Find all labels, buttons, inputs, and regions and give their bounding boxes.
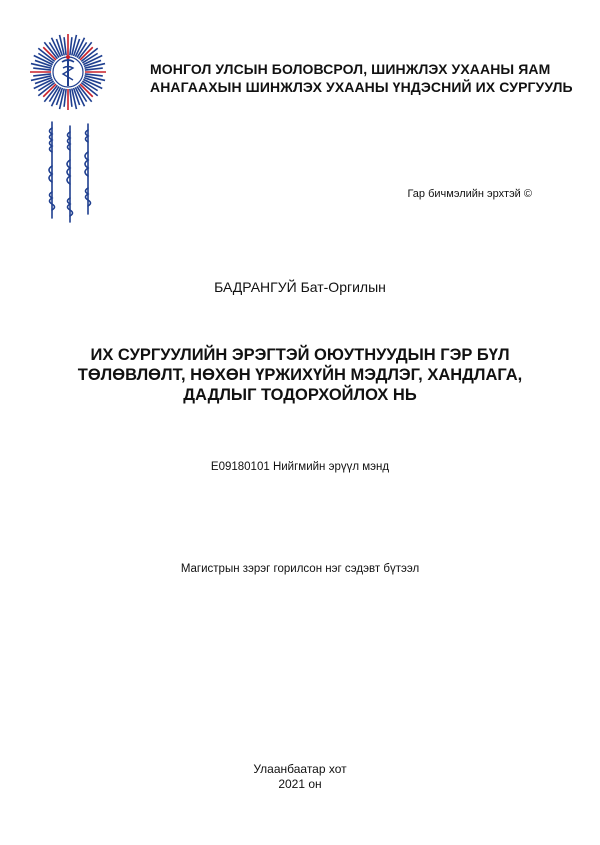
program-code: E09180101 Нийгмийн эрүүл мэнд: [210, 461, 390, 473]
thesis-title: [30, 345, 570, 405]
title-line-2: ТӨЛӨВЛӨЛТ, НӨХӨН ҮРЖИХҮЙН МЭДЛЭГ, ХАНДЛАГА,: [77, 366, 523, 384]
ministry-line-2: АНАГААХЫН ШИНЖЛЭХ УХААНЫ ҮНДЭСНИЙ ИХ СУРГУУЛЬ: [150, 79, 573, 95]
university-emblem-icon: [28, 32, 108, 112]
title-line-3: ДАДЛЫГ ТОДОРХОЙЛОХ НЬ: [183, 386, 417, 404]
ministry-header: [150, 60, 573, 96]
author-name: БАДРАНГУЙ Бат-Оргилын: [214, 279, 386, 295]
copyright-notice: Гар бичмэлийн эрхтэй ©: [407, 188, 532, 200]
mongolian-script-emblem-text: [40, 118, 100, 228]
city-name: Улаанбаатар хот: [253, 762, 347, 776]
place-and-year: [0, 762, 600, 792]
degree-statement: Магистрын зэрэг горилсон нэг сэдэвт бүтээл: [180, 563, 420, 575]
ministry-line-1: МОНГОЛ УЛСЫН БОЛОВСРОЛ, ШИНЖЛЭХ УХААНЫ ЯАМ: [150, 61, 551, 77]
title-line-1: ИХ СУРГУУЛИЙН ЭРЭГТЭЙ ОЮУТНУУДЫН ГЭР БҮЛ: [90, 346, 510, 364]
year: 2021 он: [278, 777, 322, 791]
